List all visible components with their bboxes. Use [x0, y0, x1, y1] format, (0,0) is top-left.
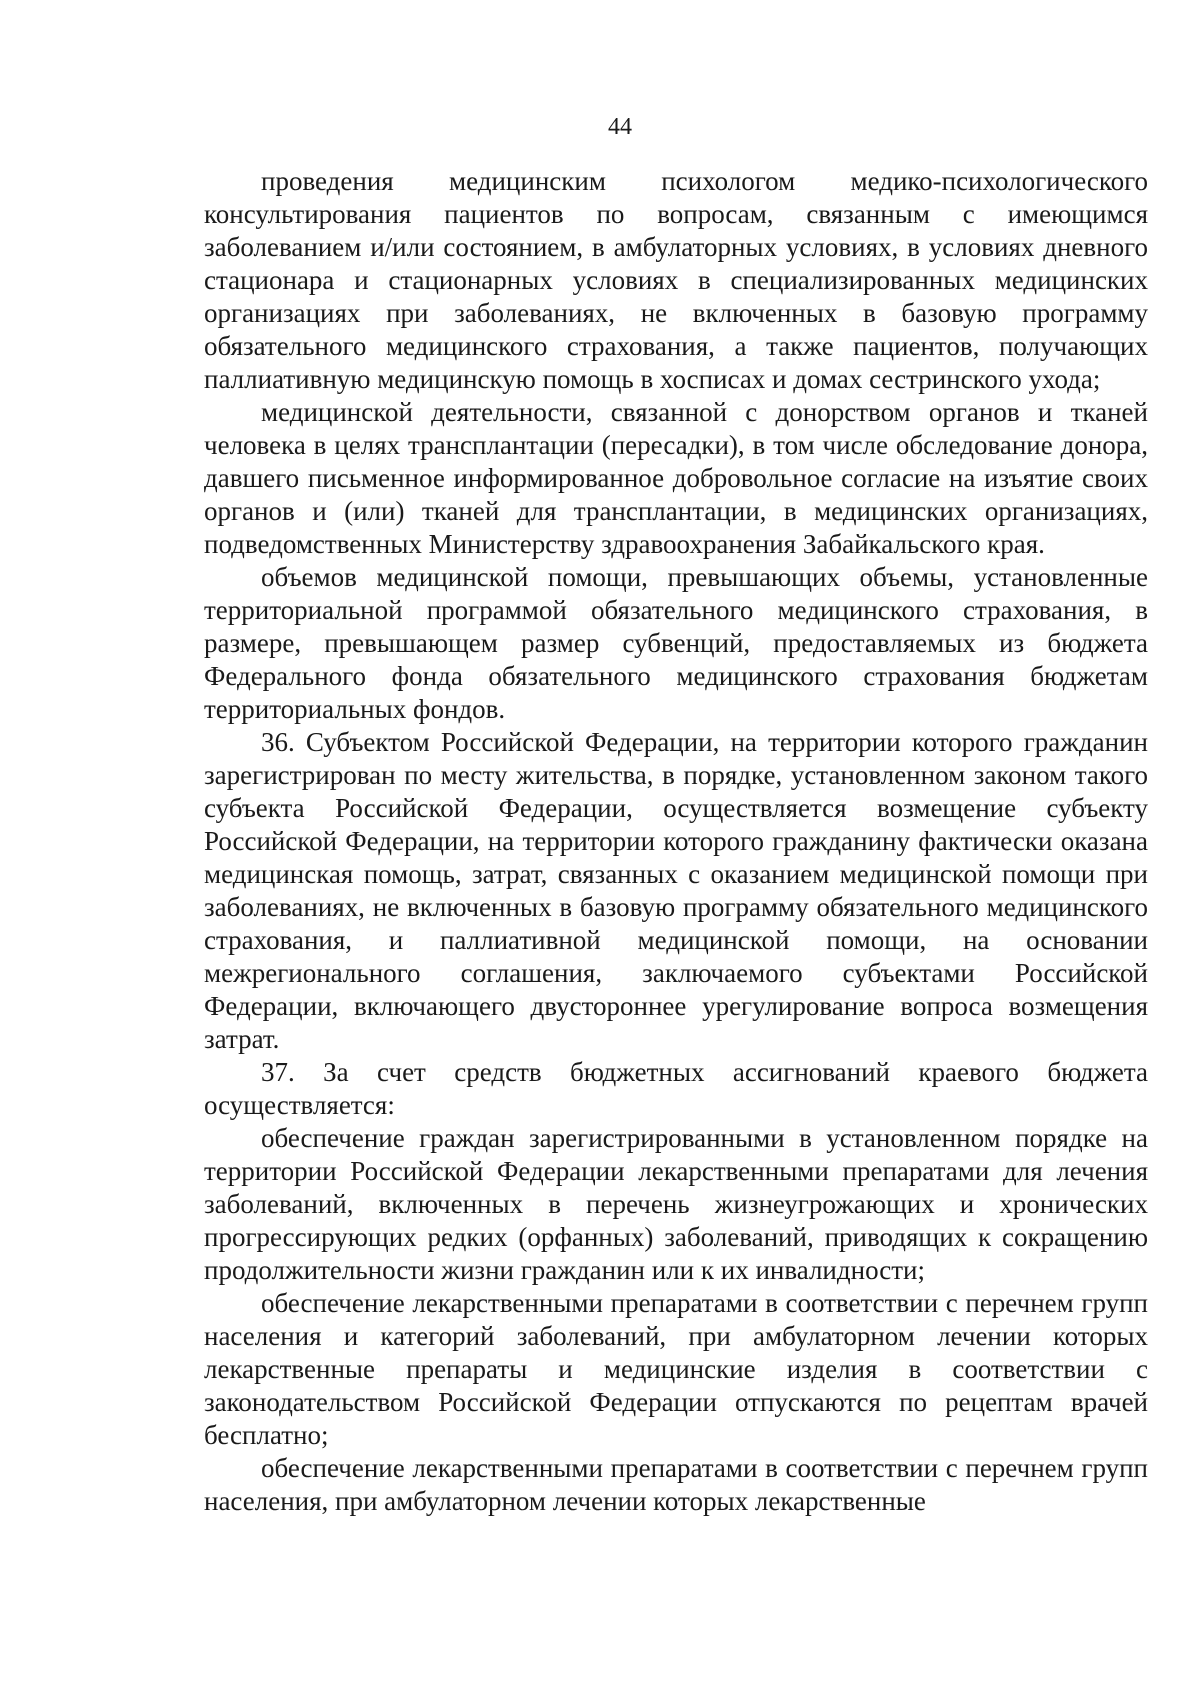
paragraph-excess-volumes: объемов медицинской помощи, превышающих объемы, установленные территориальной программой обязательного медицинского страхования, в размере, превышающем размер субвенций, предоставляемых из бюджета Федерального фонда обязательного медицинского страхования бюджетам территориальных фондов.: [204, 562, 1148, 724]
paragraph-psychologist-consulting: проведения медицинским психологом медико-психологического консультирования пациентов по вопросам, связанным с имеющимся заболеванием и/или состоянием, в амбулаторных условиях, в условиях дневного стационара и стационарных условиях в специализированных медицинских организациях при заболеваниях, не включенных в базовую программу обязательного медицинского страхования, а также пациентов, получающих паллиативную медицинскую помощь в хосписах и домах сестринского ухода;: [204, 166, 1148, 394]
document-body: [204, 165, 1148, 1518]
paragraph-item-37: 37. За счет средств бюджетных ассигнований краевого бюджета осуществляется:: [204, 1057, 1148, 1120]
paragraph-organ-donation: медицинской деятельности, связанной с донорством органов и тканей человека в целях трансплантации (пересадки), в том числе обследование донора, давшего письменное информированное добровольное согласие на изъятие своих органов и (или) тканей для трансплантации, в медицинских организациях, подведомственных Министерству здравоохранения Забайкальского края.: [204, 397, 1148, 559]
paragraph-free-prescriptions: обеспечение лекарственными препаратами в соответствии с перечнем групп населения и категорий заболеваний, при амбулаторном лечении которых лекарственные препараты и медицинские изделия в соответствии с законодательством Российской Федерации отпускаются по рецептам врачей бесплатно;: [204, 1288, 1148, 1450]
page-number: 44: [608, 114, 632, 140]
paragraph-orphan-diseases: обеспечение граждан зарегистрированными в установленном порядке на территории Российской Федерации лекарственными препаратами для лечения заболеваний, включенных в перечень жизнеугрожающих и хронических прогрессирующих редких (орфанных) заболеваний, приводящих к сокращению продолжительности жизни гражданин или к их инвалидности;: [204, 1123, 1148, 1285]
paragraph-discount-prescriptions: обеспечение лекарственными препаратами в соответствии с перечнем групп населения, при амбулаторном лечении которых лекарственные: [204, 1453, 1148, 1516]
paragraph-item-36: 36. Субъектом Российской Федерации, на территории которого гражданин зарегистрирован по месту жительства, в порядке, установленном законом такого субъекта Российской Федерации, осуществляется возмещение субъекту Российской Федерации, на территории которого гражданину фактически оказана медицинская помощь, затрат, связанных с оказанием медицинской помощи при заболеваниях, не включенных в базовую программу обязательного медицинского страхования, и паллиативной медицинской помощи, на основании межрегионального соглашения, заключаемого субъектами Российской Федерации, включающего двустороннее урегулирование вопроса возмещения затрат.: [204, 727, 1148, 1054]
